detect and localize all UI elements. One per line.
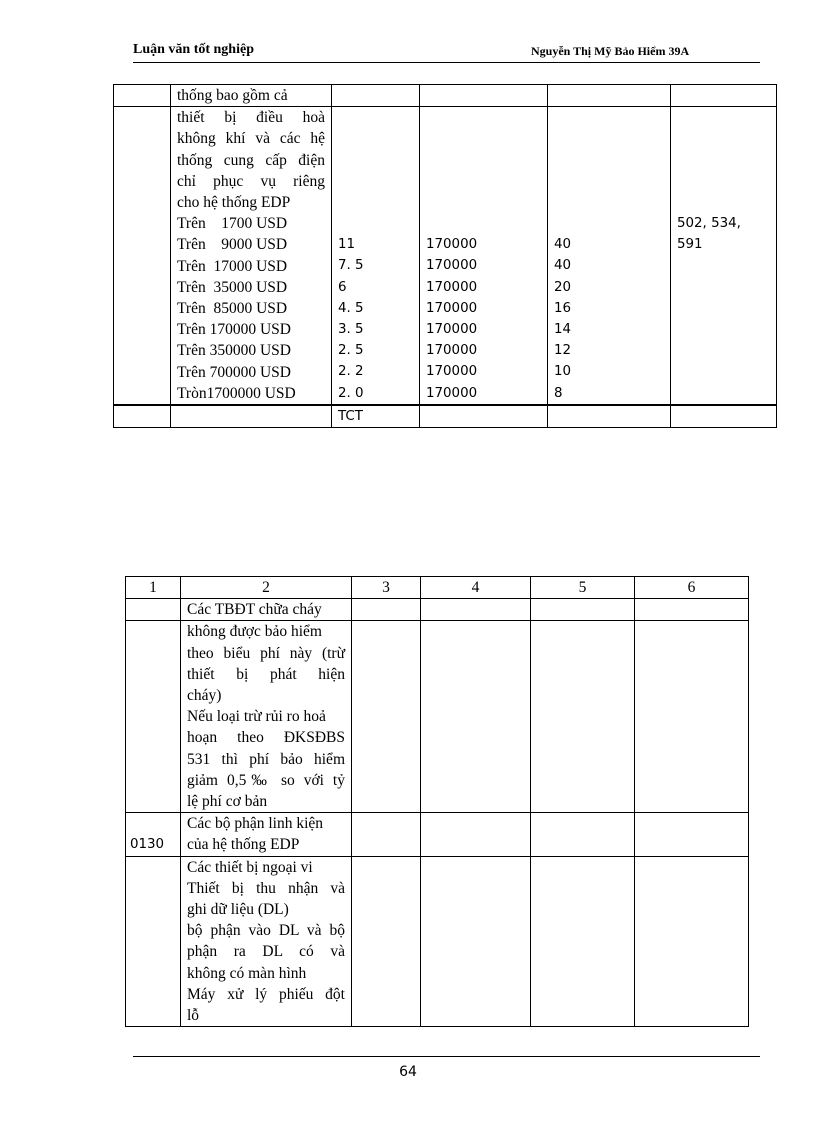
amount-value: 170000 xyxy=(426,300,478,316)
cell xyxy=(114,405,171,428)
desc-line: thiết bị điều hoà xyxy=(177,109,325,127)
cell xyxy=(332,85,420,107)
table-row xyxy=(126,599,749,621)
reference-line: 502, 534, xyxy=(677,216,741,232)
cell xyxy=(352,856,421,1027)
desc-line: 531 thì phí bảo hiểm xyxy=(187,750,345,768)
table-header-row xyxy=(126,577,749,599)
table-row xyxy=(126,621,749,813)
desc-line: Các thiết bị ngoại vi xyxy=(187,858,313,876)
cell xyxy=(421,621,531,813)
rate-value: 11 xyxy=(338,237,356,253)
amount-value: 170000 xyxy=(426,258,478,274)
desc-line: không có màn hình xyxy=(187,964,307,982)
column-header: 2 xyxy=(181,577,352,599)
column-header: 3 xyxy=(352,577,421,599)
cell xyxy=(421,599,531,621)
desc-line: phận ra DL có và xyxy=(187,943,345,961)
cell xyxy=(548,85,671,107)
desc-line: cháy) xyxy=(187,687,222,705)
desc-line: giảm 0,5‰ so với tỷ xyxy=(187,771,345,789)
cell xyxy=(420,85,548,107)
percent-value: 12 xyxy=(554,343,572,359)
cell xyxy=(126,621,181,813)
column-header: 6 xyxy=(635,577,749,599)
desc-line: ghi dữ liệu (DL) xyxy=(187,901,289,919)
threshold-line: Trên 9000 USD xyxy=(177,236,288,254)
desc-line: không được bảo hiểm xyxy=(187,623,322,641)
percent-value: 20 xyxy=(554,279,572,295)
amount-value: 170000 xyxy=(426,385,478,401)
desc-line: theo biểu phí này (trừ xyxy=(187,644,345,662)
percent-value: 8 xyxy=(554,385,563,401)
amount-value: 170000 xyxy=(426,237,478,253)
threshold-line: Trên 700000 USD xyxy=(177,363,291,381)
amount-value: 170000 xyxy=(426,364,478,380)
cell xyxy=(635,856,749,1027)
desc-line: lỗ xyxy=(187,1007,200,1025)
desc-line: Nếu loại trừ rủi ro hoả xyxy=(187,708,326,726)
description-cell xyxy=(171,107,332,405)
desc-line: Các bộ phận linh kiện xyxy=(187,815,324,833)
cell xyxy=(421,856,531,1027)
column-header: 4 xyxy=(421,577,531,599)
cell xyxy=(548,405,671,428)
header-divider xyxy=(133,62,760,63)
cell xyxy=(635,813,749,856)
threshold-line: Tròn1700000 USD xyxy=(177,384,296,402)
desc-line: Thiết bị thu nhận và xyxy=(187,879,345,897)
cell xyxy=(421,813,531,856)
rate-value: 2. 5 xyxy=(338,343,364,359)
desc-line: của hệ thống EDP xyxy=(187,836,300,854)
table-row xyxy=(126,813,749,856)
code-cell: 0130 xyxy=(126,813,181,856)
threshold-line: Trên 170000 USD xyxy=(177,321,291,339)
rate-value: 2. 0 xyxy=(338,385,364,401)
threshold-line: Trên 1700 USD xyxy=(177,215,288,233)
description-cell xyxy=(181,621,352,813)
amount-value: 170000 xyxy=(426,279,478,295)
threshold-line: Trên 35000 USD xyxy=(177,278,288,296)
description-cell xyxy=(181,856,352,1027)
rate-value: 7. 5 xyxy=(338,258,364,274)
percent-cell xyxy=(548,107,671,405)
desc-line: Máy xử lý phiếu đột xyxy=(187,985,345,1003)
premium-rate-table-bottom xyxy=(125,576,749,1027)
rate-value: 2. 2 xyxy=(338,364,364,380)
cell xyxy=(531,856,635,1027)
table-row xyxy=(114,405,777,428)
rate-value: 6 xyxy=(338,279,347,295)
desc-line: hoạn theo ĐKSĐBS xyxy=(187,729,345,747)
page-number: 64 xyxy=(399,1064,417,1080)
cell xyxy=(635,621,749,813)
cell xyxy=(420,405,548,428)
table-row xyxy=(114,107,777,405)
cell xyxy=(671,85,777,107)
cell xyxy=(671,405,777,428)
desc-line: cho hệ thống EDP xyxy=(177,194,291,212)
rate-value: 4. 5 xyxy=(338,300,364,316)
header-author: Nguyễn Thị Mỹ Bảo Hiểm 39A xyxy=(531,44,690,58)
cell xyxy=(171,405,332,428)
cell xyxy=(531,621,635,813)
column-header: 1 xyxy=(126,577,181,599)
cell xyxy=(352,813,421,856)
cell xyxy=(126,856,181,1027)
percent-value: 10 xyxy=(554,364,572,380)
cell xyxy=(114,85,171,107)
percent-value: 40 xyxy=(554,237,572,253)
cell xyxy=(635,599,749,621)
amount-value: 170000 xyxy=(426,343,478,359)
cell xyxy=(352,621,421,813)
description-cell xyxy=(181,813,352,856)
cell xyxy=(531,813,635,856)
amount-cell xyxy=(420,107,548,405)
cell: TCT xyxy=(332,405,420,428)
threshold-line: Trên 85000 USD xyxy=(177,300,288,318)
desc-line: thiết bị phát hiện xyxy=(187,665,345,683)
rate-value: 3. 5 xyxy=(338,322,364,338)
desc-line: thống cung cấp điện xyxy=(177,151,325,169)
cell: thống bao gồm cả xyxy=(171,85,332,107)
column-header: 5 xyxy=(531,577,635,599)
desc-line: chỉ phục vụ riêng xyxy=(177,172,325,190)
cell xyxy=(352,599,421,621)
threshold-line: Trên 17000 USD xyxy=(177,257,288,275)
percent-value: 40 xyxy=(554,258,572,274)
cell xyxy=(114,107,171,405)
amount-value: 170000 xyxy=(426,322,478,338)
footer-divider xyxy=(133,1056,760,1057)
percent-value: 16 xyxy=(554,300,572,316)
cell: Các TBĐT chữa cháy xyxy=(181,599,352,621)
desc-line: lệ phí cơ bản xyxy=(187,793,268,811)
table-row xyxy=(114,85,777,107)
cell xyxy=(126,599,181,621)
desc-line: bộ phận vào DL và bộ xyxy=(187,922,345,940)
percent-value: 14 xyxy=(554,322,572,338)
header-thesis-title: Luận văn tốt nghiệp xyxy=(133,42,254,57)
threshold-line: Trên 350000 USD xyxy=(177,342,291,360)
rate-cell xyxy=(332,107,420,405)
reference-line: 591 xyxy=(677,237,703,253)
desc-line: không khí và các hệ xyxy=(177,130,325,148)
reference-cell xyxy=(671,107,777,405)
table-row xyxy=(126,856,749,1027)
cell xyxy=(531,599,635,621)
premium-rate-table-top xyxy=(113,84,777,428)
